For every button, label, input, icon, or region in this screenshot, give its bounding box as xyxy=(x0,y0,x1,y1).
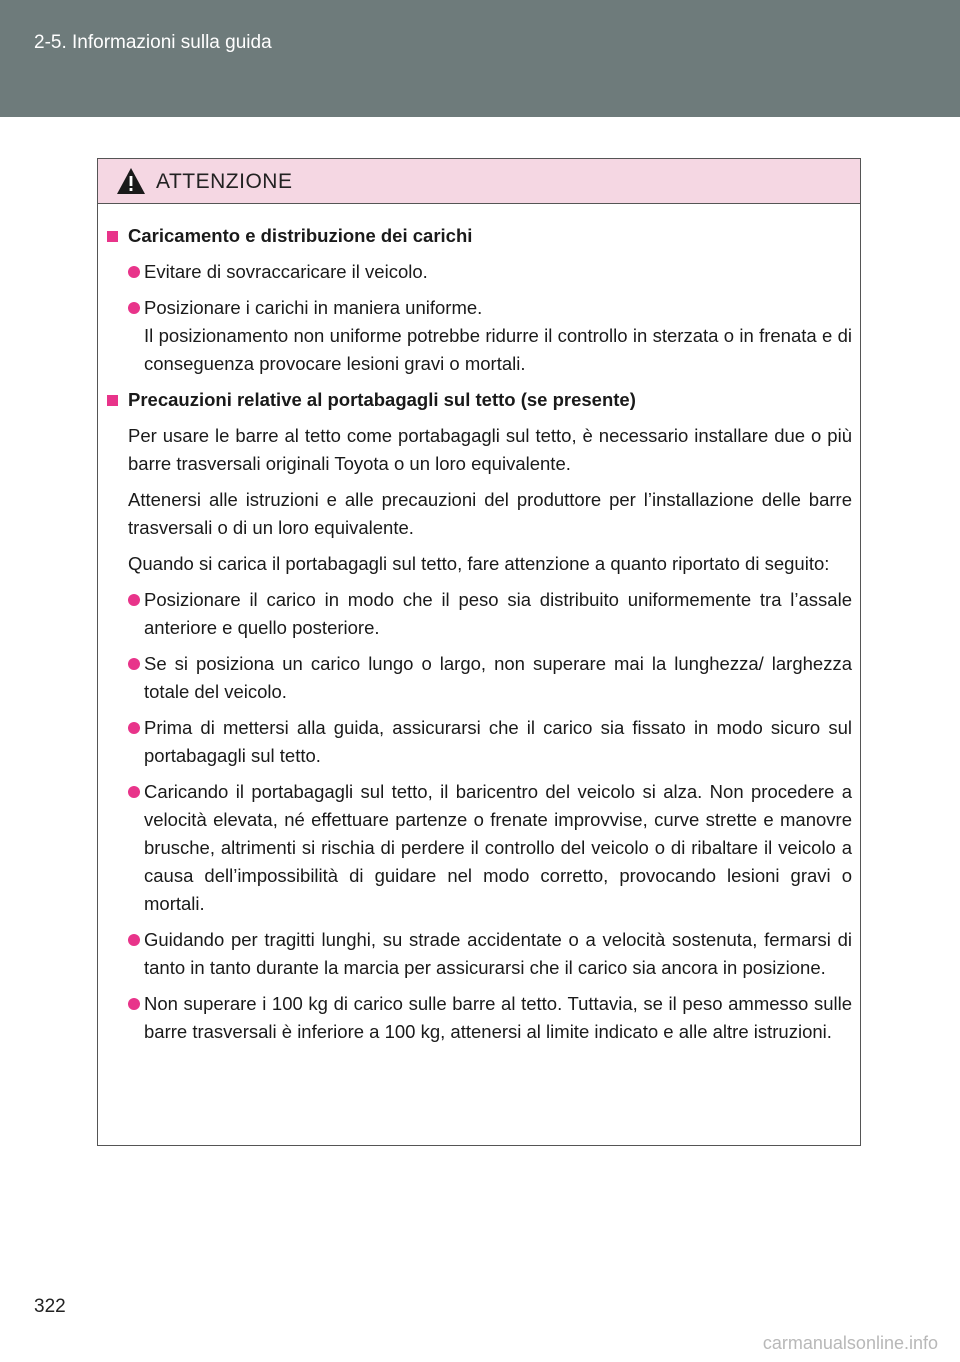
warning-header xyxy=(98,159,860,204)
paragraph: Quando si carica il portabagagli sul tetto, fare attenzione a quanto riportato di seguito: xyxy=(128,553,830,574)
bullet-dot-icon xyxy=(128,266,140,278)
list-item: Posizionare i carichi in maniera uniforme. Il posizionamento non uniforme potrebbe ridurre il controllo in sterzata o in frenata e di conseguenza provocare lesioni gravi o mortali. xyxy=(106,294,852,378)
list-item: Se si posiziona un carico lungo o largo, non superare mai la lunghezza/ larghezza totale del veicolo. xyxy=(106,650,852,706)
square-bullet-icon xyxy=(107,231,118,242)
page-number: 322 xyxy=(34,1296,66,1317)
bullet-dot-icon xyxy=(128,594,140,606)
square-bullet-icon xyxy=(107,395,118,406)
warning-box xyxy=(97,158,861,1146)
list-item: Caricando il portabagagli sul tetto, il baricentro del veicolo si alza. Non procedere a velocità elevata, né effettuare partenze o frenate improvvise, curve strette e manovre brusche, altrimenti si rischia di perdere il controllo del veicolo o di ribaltare il veicolo a causa dell’impossibilità di guidare nel modo corretto, provocando lesioni gravi o mortali. xyxy=(106,778,852,918)
warning-title: ATTENZIONE xyxy=(156,170,293,193)
paragraph: Per usare le barre al tetto come portabagagli sul tetto, è necessario installare due o più barre trasversali originali Toyota o un loro equivalente. xyxy=(128,425,852,474)
section-heading-roof-rack: Precauzioni relative al portabagagli sul tetto (se presente) xyxy=(106,386,852,414)
bullet-dot-icon xyxy=(128,658,140,670)
section-heading-loading: Caricamento e distribuzione dei carichi xyxy=(106,222,852,250)
bullet-dot-icon xyxy=(128,786,140,798)
page-header xyxy=(0,0,960,117)
warning-body xyxy=(98,204,860,1046)
list-item: Evitare di sovraccaricare il veicolo. xyxy=(106,258,852,286)
section-title: 2-5. Informazioni sulla guida xyxy=(34,32,272,53)
warning-triangle-icon xyxy=(116,167,146,195)
list-item: Non superare i 100 kg di carico sulle barre al tetto. Tuttavia, se il peso ammesso sulle barre trasversali è inferiore a 100 kg, attenersi al limite indicato e alle altre istruzioni. xyxy=(106,990,852,1046)
bullet-dot-icon xyxy=(128,934,140,946)
list-item: Prima di mettersi alla guida, assicurarsi che il carico sia fissato in modo sicuro sul portabagagli sul tetto. xyxy=(106,714,852,770)
bullet-dot-icon xyxy=(128,998,140,1010)
watermark: carmanualsonline.info xyxy=(762,1333,938,1353)
bullet-dot-icon xyxy=(128,722,140,734)
list-item: Posizionare il carico in modo che il peso sia distribuito uniformemente tra l’assale anteriore e quello posteriore. xyxy=(106,586,852,642)
paragraph: Attenersi alle istruzioni e alle precauzioni del produttore per l’installazione delle barre trasversali o di un loro equivalente. xyxy=(128,489,852,538)
list-item: Guidando per tragitti lunghi, su strade accidentate o a velocità sostenuta, fermarsi di tanto in tanto durante la marcia per assicurarsi che il carico sia ancora in posizione. xyxy=(106,926,852,982)
bullet-dot-icon xyxy=(128,302,140,314)
